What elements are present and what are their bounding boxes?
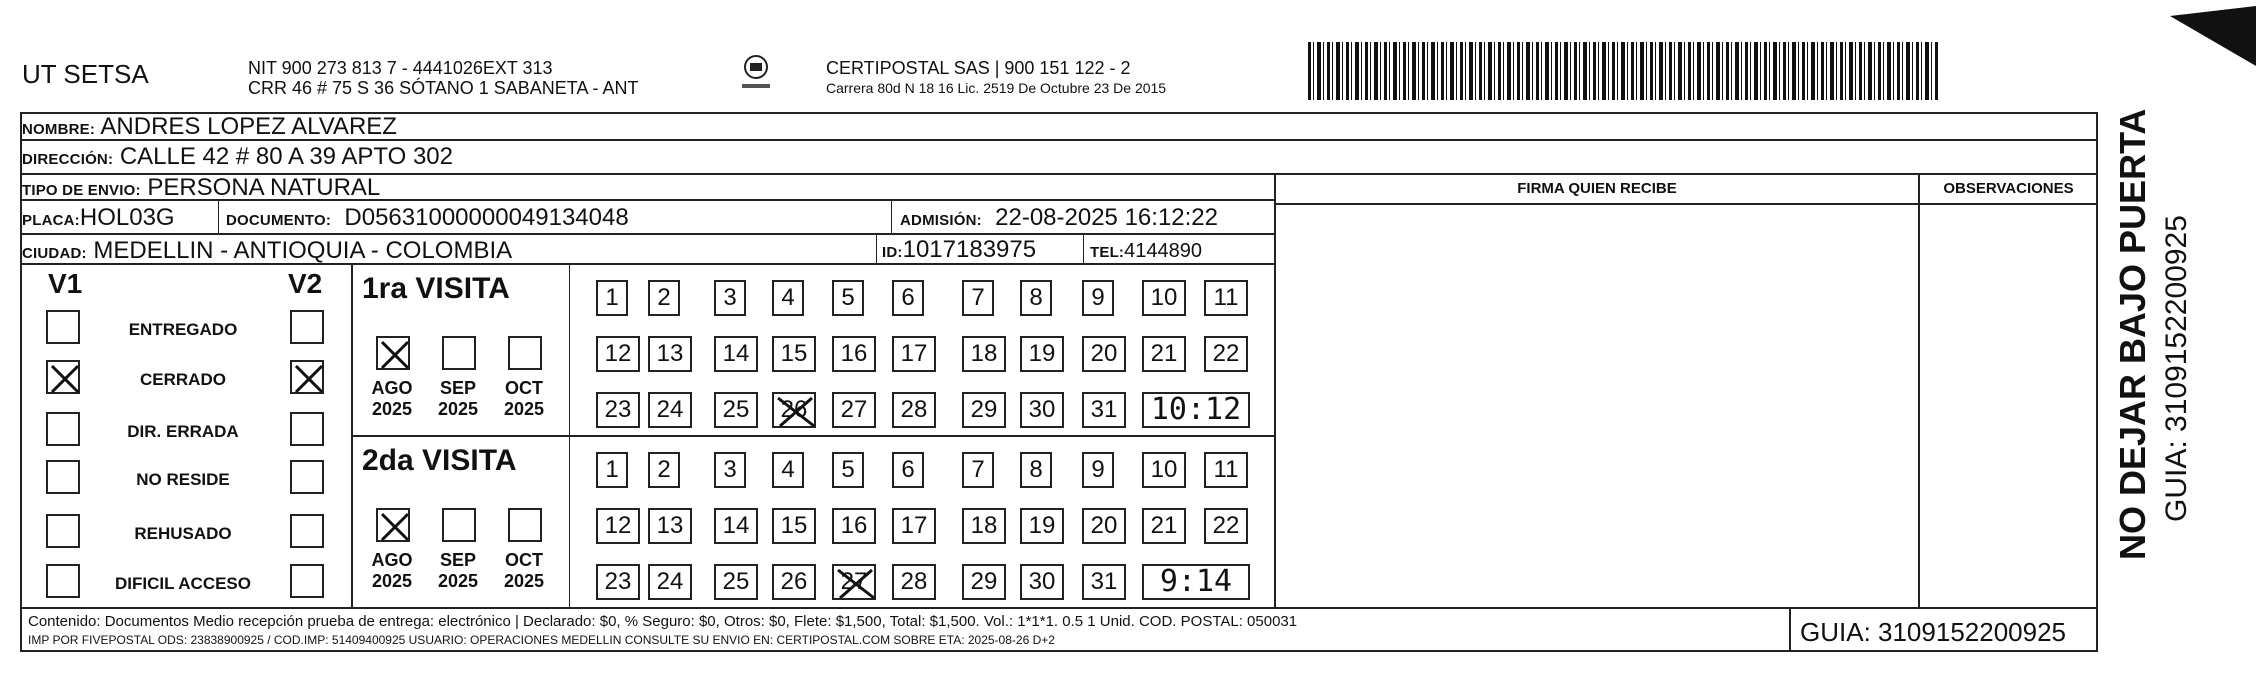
day-box[interactable]: 22 [1204, 336, 1248, 372]
month-checkbox[interactable] [376, 508, 410, 542]
v2-checkbox[interactable] [290, 514, 324, 548]
corner-mark-icon [2170, 6, 2256, 66]
carrier-line: CERTIPOSTAL SAS | 900 151 122 - 2 [826, 58, 1131, 78]
ciudad-label: CIUDAD: [22, 245, 87, 262]
day-box[interactable]: 23 [596, 392, 640, 428]
admision-value: 22-08-2025 16:12:22 [995, 204, 1218, 231]
day-box[interactable]: 5 [832, 280, 864, 316]
day-box[interactable]: 16 [832, 508, 876, 544]
nombre-value: ANDRES LOPEZ ALVAREZ [100, 113, 397, 140]
observaciones-header: OBSERVACIONES [1943, 180, 2074, 197]
day-box[interactable]: 27 [832, 564, 876, 600]
day-box[interactable]: 30 [1020, 392, 1064, 428]
day-box[interactable]: 27 [832, 392, 876, 428]
day-box[interactable]: 21 [1142, 336, 1186, 372]
day-box[interactable]: 25 [714, 392, 758, 428]
tel-value: 4144890 [1124, 240, 1203, 262]
firma-header: FIRMA QUIEN RECIBE [1517, 180, 1677, 197]
day-box[interactable]: 17 [892, 508, 936, 544]
day-box[interactable]: 11 [1204, 280, 1248, 316]
day-box[interactable]: 28 [892, 392, 936, 428]
month-label: OCT 2025 [503, 550, 545, 591]
admision-field [900, 205, 1218, 231]
carrier-address: Carrera 80d N 18 16 Lic. 2519 De Octubre 23 De 2015 [826, 80, 1167, 96]
day-box[interactable]: 12 [596, 336, 640, 372]
day-box[interactable]: 18 [962, 336, 1006, 372]
tel-label: TEL: [1090, 244, 1125, 261]
direccion-field [22, 144, 453, 170]
month-label: SEP 2025 [437, 550, 479, 591]
footer-line2: IMP POR FIVEPOSTAL ODS: 23838900925 / COD.IMP: 51409400925 USUARIO: OPERACIONES MEDELLIN CONSULTE SU ENVIO EN: CERTIPOSTAL.COM SOBRE ETA: 2025-08-26 D+2 [28, 633, 1055, 647]
day-box[interactable]: 29 [962, 564, 1006, 600]
day-box[interactable]: 31 [1082, 564, 1126, 600]
id-label: ID: [882, 244, 903, 261]
day-box[interactable]: 24 [648, 392, 692, 428]
day-box[interactable]: 12 [596, 508, 640, 544]
day-box[interactable]: 8 [1020, 452, 1052, 488]
day-box[interactable]: 6 [892, 280, 924, 316]
v2-checkbox[interactable] [290, 564, 324, 598]
day-box[interactable]: 29 [962, 392, 1006, 428]
day-box[interactable]: 15 [772, 336, 816, 372]
time-value: 10:12 [1150, 392, 1242, 427]
time-box[interactable] [1142, 392, 1250, 428]
footer-line1: Contenido: Documentos Medio recepción prueba de entrega: electrónico | Declarado: $0, % Seguro: $0, Otros: $0, Flete: $1,500, Total: $1,500. Vol.: 1*1*1. 0.5 1 Unid. COD. POSTAL: 050031 [28, 613, 1298, 630]
day-box[interactable]: 20 [1082, 508, 1126, 544]
visit-title: 2da VISITA [362, 444, 517, 477]
ciudad-field [22, 238, 512, 264]
day-box[interactable]: 19 [1020, 336, 1064, 372]
documento-field [226, 205, 629, 231]
status-label: DIFICIL ACCESO [114, 574, 251, 593]
month-label: AGO 2025 [371, 550, 413, 591]
placa-value: HOL03G [79, 204, 175, 231]
v2-checkbox[interactable] [290, 310, 324, 344]
certipostal-logo-icon [738, 52, 774, 92]
nit-line: NIT 900 273 813 7 - 4441026EXT 313 [248, 58, 553, 78]
day-box[interactable]: 13 [648, 508, 692, 544]
day-box[interactable]: 2 [648, 452, 680, 488]
day-box[interactable]: 3 [714, 280, 746, 316]
v1-checkbox[interactable] [46, 412, 80, 446]
company-name: UT SETSA [22, 59, 149, 89]
time-box[interactable] [1142, 564, 1250, 600]
day-box[interactable]: 4 [772, 280, 804, 316]
company-address: CRR 46 # 75 S 36 SÓTANO 1 SABANETA - ANT [248, 78, 639, 98]
day-box[interactable]: 23 [596, 564, 640, 600]
tel-field [1090, 238, 1202, 264]
day-box[interactable]: 11 [1204, 452, 1248, 488]
month-checkbox[interactable] [508, 336, 542, 370]
v2-checkbox[interactable] [290, 460, 324, 494]
day-box[interactable]: 8 [1020, 280, 1052, 316]
observaciones-area [1919, 204, 2098, 608]
tipo-field [22, 175, 380, 201]
day-box[interactable]: 30 [1020, 564, 1064, 600]
tipo-label: TIPO DE ENVIO: [22, 182, 141, 199]
v1-checkbox[interactable] [46, 564, 80, 598]
day-box[interactable]: 19 [1020, 508, 1064, 544]
time-value: 9:14 [1159, 564, 1233, 599]
status-label: NO RESIDE [136, 470, 230, 489]
status-label: DIR. ERRADA [127, 422, 239, 441]
v1-checkbox[interactable] [46, 460, 80, 494]
day-box[interactable]: 21 [1142, 508, 1186, 544]
v1-checkbox[interactable] [46, 514, 80, 548]
direccion-label: DIRECCIÓN: [22, 151, 114, 168]
firma-area [1275, 204, 1919, 608]
day-box[interactable]: 17 [892, 336, 936, 372]
day-box[interactable]: 6 [892, 452, 924, 488]
visit-title: 1ra VISITA [362, 272, 510, 305]
day-box[interactable]: 13 [648, 336, 692, 372]
ciudad-value: MEDELLIN - ANTIOQUIA - COLOMBIA [93, 237, 513, 264]
day-box[interactable]: 14 [714, 336, 758, 372]
placa-field [22, 205, 175, 231]
day-box[interactable]: 31 [1082, 392, 1126, 428]
placa-label: PLACA: [22, 212, 80, 229]
day-box[interactable]: 22 [1204, 508, 1248, 544]
month-checkbox[interactable] [508, 508, 542, 542]
v2-checkbox[interactable] [290, 412, 324, 446]
direccion-value: CALLE 42 # 80 A 39 APTO 302 [119, 143, 453, 170]
month-checkbox[interactable] [376, 336, 410, 370]
day-box[interactable]: 9 [1082, 280, 1114, 316]
admision-label: ADMISIÓN: [900, 212, 982, 229]
day-box[interactable]: 10 [1142, 280, 1186, 316]
documento-value: D05631000000049134048 [344, 204, 629, 231]
month-checkbox[interactable] [442, 508, 476, 542]
day-box[interactable]: 5 [832, 452, 864, 488]
day-box[interactable]: 1 [596, 280, 628, 316]
v1-checkbox[interactable] [46, 310, 80, 344]
day-box[interactable]: 9 [1082, 452, 1114, 488]
month-checkbox[interactable] [442, 336, 476, 370]
day-box[interactable]: 7 [962, 452, 994, 488]
day-box[interactable]: 7 [962, 280, 994, 316]
no-dejar-text: NO DEJAR BAJO PUERTA [2112, 108, 2153, 560]
nombre-field [22, 114, 397, 140]
v1-header: V1 [48, 268, 83, 299]
v2-header: V2 [288, 268, 323, 299]
day-box[interactable]: 25 [714, 564, 758, 600]
documento-label: DOCUMENTO: [226, 212, 332, 229]
status-label: CERRADO [140, 370, 226, 389]
side-guia-text: GUIA: 3109152200925 [2160, 215, 2193, 522]
day-box[interactable]: 14 [714, 508, 758, 544]
status-label: ENTREGADO [128, 320, 238, 339]
day-box[interactable]: 28 [892, 564, 936, 600]
status-label: REHUSADO [134, 524, 232, 543]
day-box[interactable]: 2 [648, 280, 680, 316]
day-box[interactable]: 15 [772, 508, 816, 544]
v1-checkbox[interactable] [46, 360, 80, 394]
month-label: SEP 2025 [437, 378, 479, 419]
day-box[interactable]: 10 [1142, 452, 1186, 488]
day-box[interactable]: 16 [832, 336, 876, 372]
day-box[interactable]: 24 [648, 564, 692, 600]
barcode [1308, 42, 1938, 100]
day-box[interactable]: 4 [772, 452, 804, 488]
day-box[interactable]: 3 [714, 452, 746, 488]
month-label: OCT 2025 [503, 378, 545, 419]
v2-checkbox[interactable] [290, 360, 324, 394]
footer-guia: GUIA: 3109152200925 [1800, 617, 2066, 647]
day-box[interactable]: 1 [596, 452, 628, 488]
day-box[interactable]: 26 [772, 392, 816, 428]
nombre-label: NOMBRE: [22, 121, 96, 138]
id-value: 1017183975 [902, 236, 1037, 263]
month-label: AGO 2025 [371, 378, 413, 419]
day-box[interactable]: 20 [1082, 336, 1126, 372]
tipo-value: PERSONA NATURAL [147, 174, 381, 201]
id-field [882, 237, 1036, 263]
day-box[interactable]: 18 [962, 508, 1006, 544]
day-box[interactable]: 26 [772, 564, 816, 600]
